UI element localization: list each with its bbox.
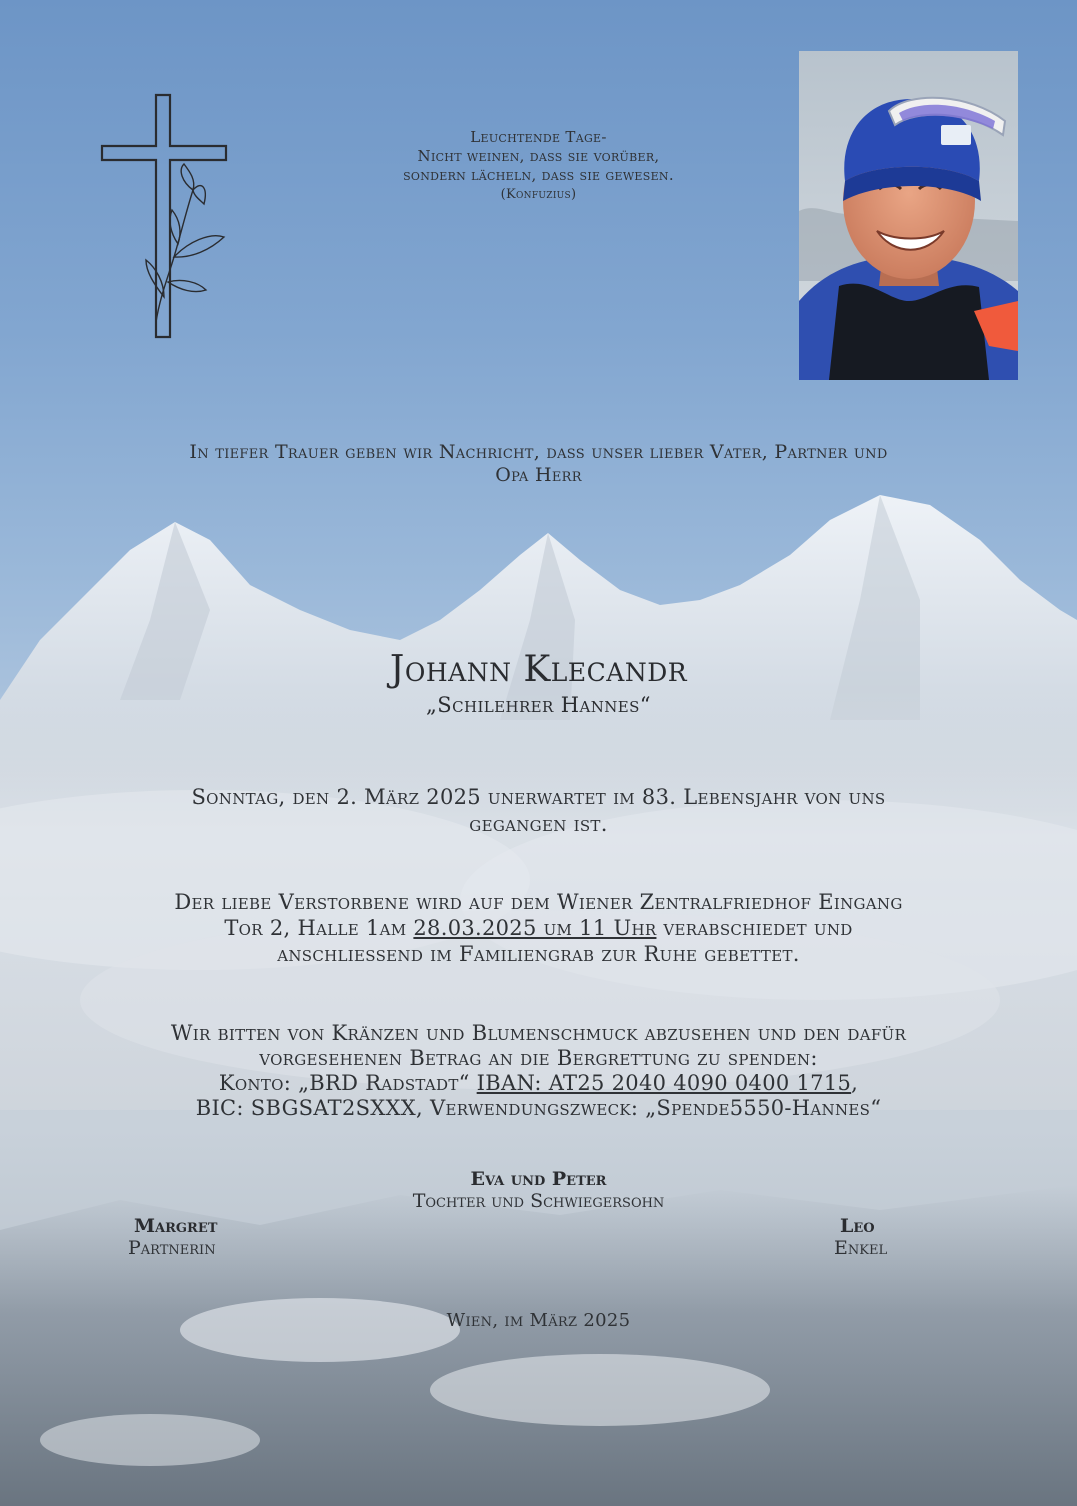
place-date: Wien, im März 2025 [446,1310,631,1331]
donation-request [0,1021,1077,1121]
donation-line [0,1071,1077,1096]
funeral-line: anschliessend im Familiengrab zur Ruhe gebettet. [277,942,800,966]
mourner-name: Leo [840,1215,875,1237]
mourner-right [834,1215,887,1260]
death-notice [0,784,1077,838]
donation-line: BIC: SBGSAT2SXXX, Verwendungszweck: „Spende5550-Hannes“ [195,1096,882,1120]
donation-line: Wir bitten von Kränzen und Blumenschmuck abzusehen und den dafür [170,1021,907,1045]
intro-text [0,441,1077,487]
donation-line-end: , [851,1071,859,1095]
deceased-name-block [0,648,1077,718]
snow-field [430,1354,770,1426]
funeral-details [0,889,1077,967]
funeral-location: Tor 2, Halle 1am [224,916,414,940]
donation-line: vorgesehenen Betrag an die Bergrettung zu spenden: [259,1046,818,1070]
mourner-role: Partnerin [128,1237,216,1259]
deceased-name: Johann Klecandr [389,649,688,690]
funeral-date: 28.03.2025 um 11 Uhr [413,916,657,940]
mourner-role: Tochter und Schwiegersohn [412,1190,665,1212]
death-line: Sonntag, den 2. März 2025 unerwartet im 83. Lebensjahr von uns [191,785,886,809]
mourner-name: Eva und Peter [470,1168,607,1190]
snow-field [40,1414,260,1466]
mourner-name: Margret [134,1215,218,1237]
donation-iban: IBAN: AT25 2040 4090 0400 1715 [476,1071,852,1095]
funeral-line: Der liebe Verstorbene wird auf dem Wiener Zentralfriedhof Eingang [174,890,903,914]
quote-line: Nicht weinen, dass sie vorüber, [417,147,660,165]
mourner-center [0,1168,1077,1213]
portrait-image [799,51,1018,380]
mourner-role: Enkel [834,1237,888,1259]
funeral-line-end: verabschiedet und [656,916,853,940]
funeral-line [0,915,1077,941]
intro-line: In tiefer Trauer geben wir Nachricht, dass unser lieber Vater, Partner und [189,441,888,463]
quote-author: (Konfuzius) [500,187,577,202]
deceased-nickname: „Schilehrer Hannes“ [426,693,651,717]
donation-account: Konto: „BRD Radstadt“ [218,1071,477,1095]
quote-line: sondern lächeln, dass sie gewesen. [403,166,674,184]
quote-line: Leuchtende Tage- [470,128,607,146]
mourner-left [128,1215,217,1260]
death-line: gegangen ist. [469,812,608,836]
intro-line: Opa Herr [495,464,582,486]
portrait-photo [799,51,1018,380]
